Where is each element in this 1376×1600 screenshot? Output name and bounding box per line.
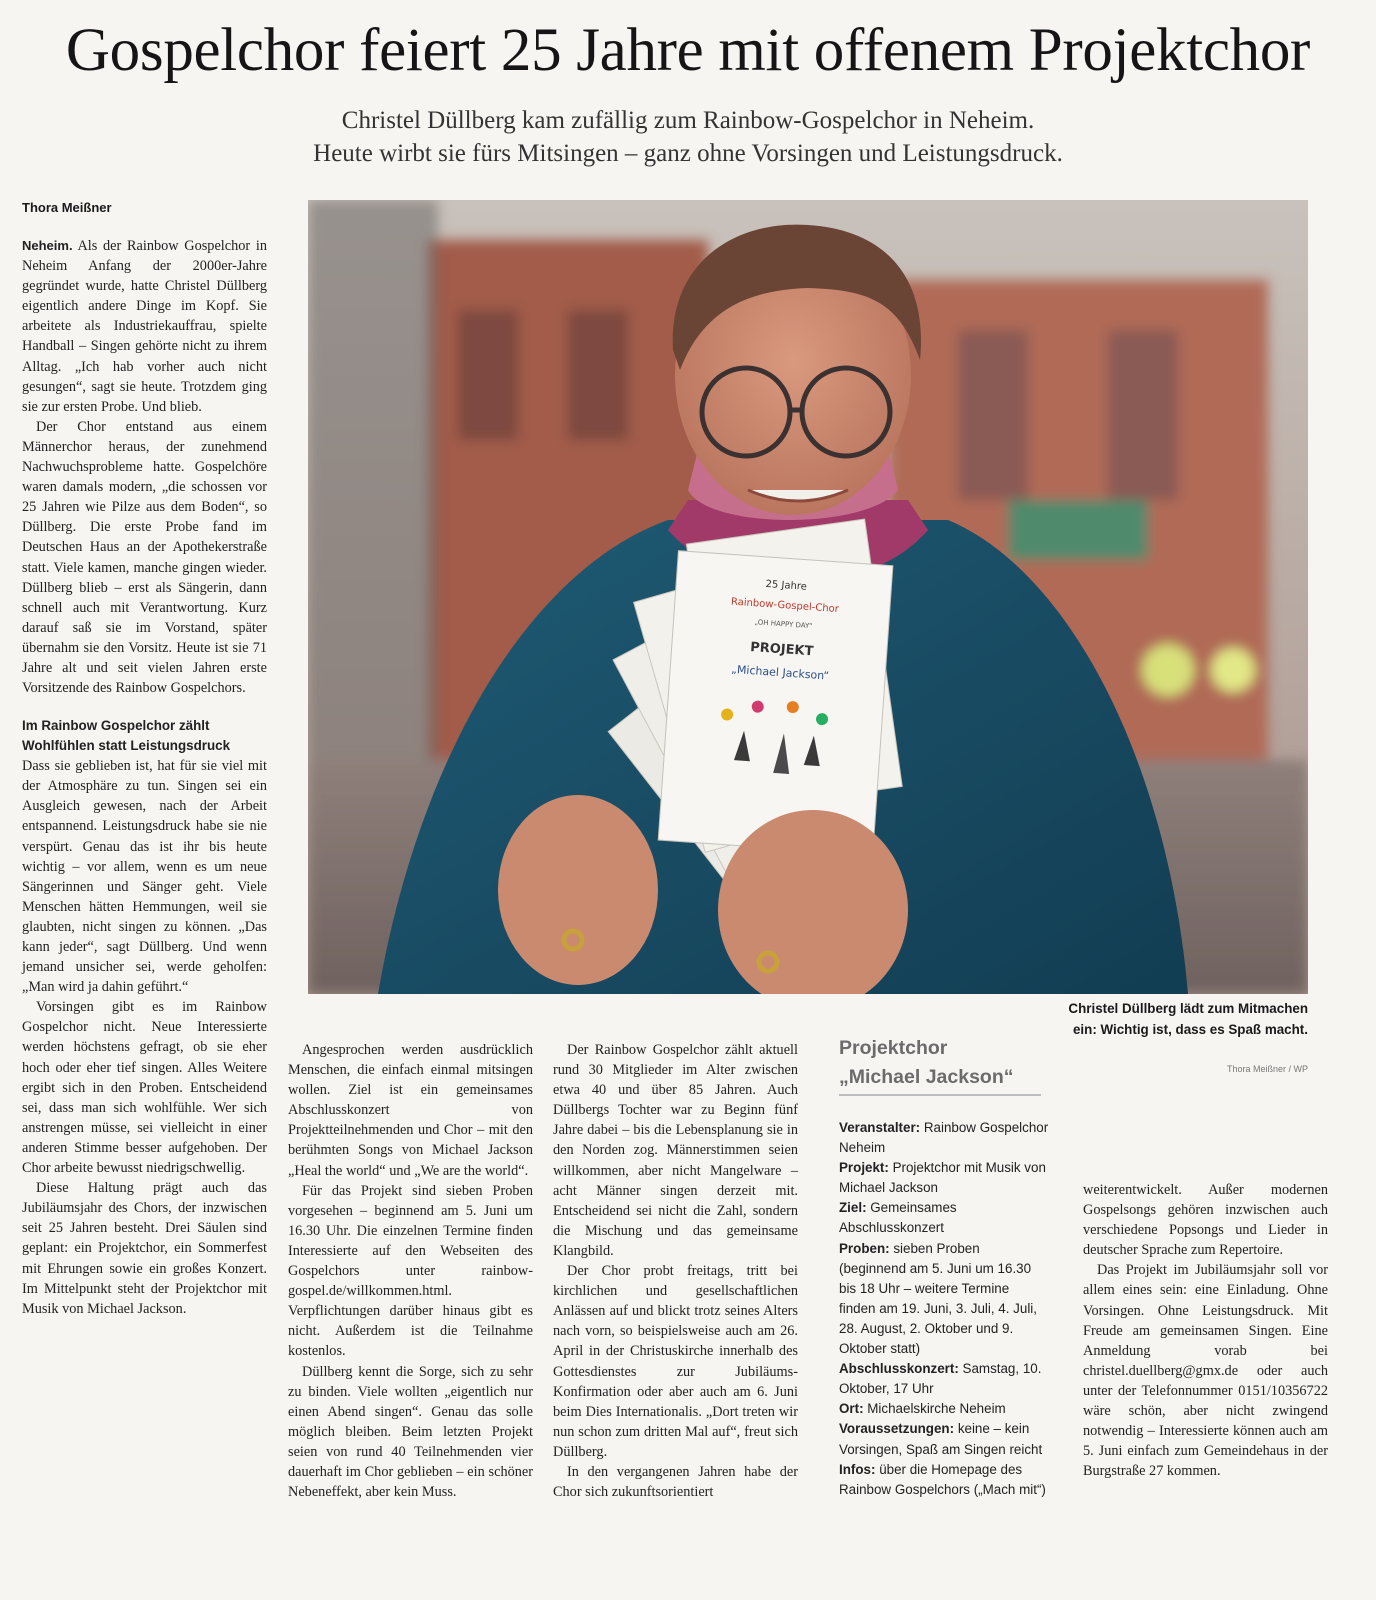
paragraph: Der Rainbow Gospelchor zählt aktuell rund 30 Mitglieder im Alter zwischen etwa 40 und über 85 Jahren. Auch Düllbergs Tochter war zu Beginn fünf Jahre dabei – bis die Lebensplanung sie in den Norden zog. Männerstimmen seien willkommen, aber nicht Mangelware – acht Männer singen derzeit mit. Entscheidend sei nicht die Zahl, sondern die Mischung und das gemeinsame Klangbild. — [553, 1042, 798, 1259]
article-photo — [308, 200, 1308, 994]
column-3 — [553, 1040, 798, 1502]
subheadline-line-1: Christel Düllberg kam zufällig zum Rainbow-Gospelchor in Neheim. — [341, 107, 1035, 134]
infobox-title-line-2: „Michael Jackson“ — [839, 1066, 1014, 1088]
column-1 — [22, 236, 267, 1319]
infobox-item — [839, 1198, 1049, 1238]
infobox-text: über die Homepage des Rainbow Gospelchors („Mach mit“) — [839, 1461, 1046, 1497]
paragraph-text: Als der Rainbow Gospelchor in Neheim Anfang der 2000er-Jahre gegründet wurde, hatte Christel Düllberg eigentlich andere Dinge im Kopf. Sie arbeitete als Industriekauffrau, spielte Handball – Singen gehörte nicht zu ihrem Alltag. „Ich hab vorher auch nicht gesungen“, sagt sie heute. Trotzdem ging sie zur ersten Probe. Und blieb. — [22, 238, 267, 415]
paragraph: Für das Projekt sind sieben Proben vorgesehen – beginnend am 5. Juni um 16.30 Uhr. Die einzelnen Termine finden Interessierte auf den Webseiten des Gospelchors unter rainbow-gospel.de/willkommen.html. Verpflichtungen darüber hinaus gibt es nicht. Außerdem ist die Teilnahme kostenlos. — [288, 1182, 533, 1360]
infobox-text: Samstag, 10. Oktober, 17 Uhr — [839, 1361, 1042, 1397]
paragraph: Dass sie geblieben ist, hat für sie viel mit der Atmosphäre zu tun. Singen sei ein Ausgleich gewesen, nach der Arbeit entspannend. Leistungsdruck habe sie nie verspürt. Genau das ist ihr bis heute wichtig – vor allem, wenn es um neue Sängerinnen und Sänger geht. Viele Menschen hätten Hemmungen, weil sie glaubten, nicht singen zu können. „Das kann jeder“, sagt Düllberg. Und wenn jemand unsicher sei, werde geholfen: „Man wird ja dahin geführt.“ — [22, 758, 267, 996]
infobox-label: Ort: — [839, 1401, 864, 1417]
infobox-text: Rainbow Gospelchor Neheim — [839, 1120, 1049, 1156]
infobox-text: sieben Proben (beginnend am 5. Juni um 16.30 bis 18 Uhr – weitere Termine finden am 19. Juni, 3. Juli, 4. Juli, 28. August, 2. Oktober und 9. Oktober statt) — [839, 1240, 1037, 1357]
dateline: Neheim. — [22, 238, 73, 253]
paragraph: Der Chor probt freitags, tritt bei kirchlichen und gesellschaftlichen Anlässen auf und blickt trotz seines Alters nach vorn, so beispielsweise auch am 26. April in der Christuskirche innerhalb des Gottesdienstes zur Jubiläums-Konfirmation oder aber auch am 6. Juni beim Dies Internationalis. „Dort treten wir nun schon zum dritten Mal auf“, freut sich Düllberg. — [553, 1263, 798, 1460]
paragraph: Diese Haltung prägt auch das Jubiläumsjahr des Chors, der inzwischen seit 25 Jahren besteht. Drei Säulen sind geplant: ein Projektchor, ein Sommerfest mit Ehrungen sowie ein großes Konzert. Im Mittelpunkt steht der Projektchor mit Musik von Michael Jackson. — [22, 1180, 267, 1317]
paragraph: Vorsingen gibt es im Rainbow Gospelchor nicht. Neue Interessierte werden höchstens gefragt, ob sie eher hoch oder eher tief singen. Alles Weitere ergibt sich in den Proben. Entscheidend sei, dass man sich wohlfühle. Wer sich anstrengen müsse, sei vielleicht in einer anderen Stimme besser aufgehoben. Der Chor arbeite bewusst niedrigschwellig. — [22, 999, 267, 1177]
inline-subheading — [22, 716, 267, 756]
infobox-list — [839, 1118, 1049, 1500]
infobox-label: Proben: — [839, 1240, 890, 1256]
subheadline — [0, 104, 1376, 170]
infobox-text: keine – kein Vorsingen, Spaß am Singen reicht — [839, 1421, 1043, 1457]
photo-credit: Thora Meißner / WP — [1226, 1064, 1308, 1074]
infobox-text: Gemeinsames Abschlusskonzert — [839, 1200, 957, 1236]
booklet-title: „Michael Jackson“ — [730, 662, 830, 683]
booklet-choir: Rainbow-Gospel-Chor — [730, 596, 840, 616]
paragraph: Das Projekt im Jubiläumsjahr soll vor allem eines sein: eine Einladung. Ohne Vorsingen. Ohne Leistungsdruck. Mit Freude am gemeinsamen Singen. Eine Anmeldung vorab bei christel.duellberg@gmx.de oder auch unter der Telefonnummer 0151/10356722 wäre schön, aber nicht zwingend notwendig – Interessierte können auch am 5. Juni einfach zum Gemeindehaus in der Burgstraße 27 kommen. — [1083, 1262, 1328, 1480]
paragraph: weiterentwickelt. Außer modernen Gospelsongs gehören inzwischen auch verschiedene Popsongs und Lieder in deutscher Sprache zum Repertoire. — [1083, 1182, 1328, 1259]
infobox-item — [839, 1399, 1049, 1419]
inline-subheading-line-1: Im Rainbow Gospelchor zählt — [22, 718, 210, 734]
infobox-label: Ziel: — [839, 1200, 867, 1216]
booklet-year: 25 Jahre — [765, 578, 808, 593]
infobox-item — [839, 1359, 1049, 1399]
infobox-title — [839, 1034, 1049, 1092]
column-2 — [288, 1040, 533, 1502]
infobox-item — [839, 1118, 1049, 1158]
booklet-projekt: PROJEKT — [749, 639, 814, 660]
infobox-label: Projekt: — [839, 1160, 889, 1176]
infobox-item — [839, 1239, 1049, 1360]
paragraph: In den vergangenen Jahren habe der Chor sich zukunftsorientiert — [553, 1463, 798, 1501]
subheadline-line-2: Heute wirbt sie fürs Mitsingen – ganz ohne Vorsingen und Leistungsdruck. — [313, 140, 1063, 167]
infobox-label: Veranstalter: — [839, 1120, 921, 1135]
infobox-label: Abschlusskonzert: — [839, 1361, 959, 1377]
infobox-text: Michaelskirche Neheim — [867, 1401, 1006, 1417]
infobox-divider — [839, 1094, 1041, 1096]
paragraph: Düllberg kennt die Sorge, sich zu sehr zu binden. Viele wollten „eigentlich nur einen Abend singen“. Genau das solle möglich bleiben. Beim letzten Projekt seien von rund 40 Teilnehmenden vier dauerhaft im Chor geblieben – ein schöner Nebeneffekt, aber kein Muss. — [288, 1363, 533, 1501]
column-5 — [1083, 1180, 1328, 1481]
paragraph: Angesprochen werden ausdrücklich Menschen, die einfach einmal mitsingen wollen. Ziel ist ein gemeinsames Abschlusskonzert von Projektteilnehmenden und Chor – mit den berühmten Songs von Michael Jackson „Heal the world“ und „We are the world“. — [288, 1042, 533, 1179]
headline: Gospelchor feiert 25 Jahre mit offenem Projektchor — [65, 17, 1311, 84]
infobox-label: Infos: — [839, 1461, 876, 1477]
infobox-item — [839, 1419, 1049, 1459]
infobox-item — [839, 1460, 1049, 1500]
infobox-title-line-1: Projektchor — [839, 1037, 948, 1059]
author-byline: Thora Meißner — [22, 200, 112, 215]
infobox-text: Projektchor mit Musik von Michael Jackson — [839, 1160, 1046, 1196]
paragraph — [22, 236, 267, 417]
booklet-motto: „OH HAPPY DAY“ — [754, 618, 813, 631]
photo-caption: Christel Düllberg lädt zum Mitmachen ein: Wichtig ist, dass es Spaß macht. — [1068, 1001, 1308, 1037]
paragraph: Der Chor entstand aus einem Männerchor heraus, der zunehmend Nachwuchsprobleme hatte. Gospelchöre waren damals modern, „die schossen vor 25 Jahren wie Pilze aus dem Boden“, so Düllberg. Die erste Probe fand im Deutschen Haus an der Apothekerstraße statt. Viele kamen, manche gingen wieder. Düllberg blieb – erst als Sängerin, dann schnell auch mit Verantwortung. Kurz darauf saß sie im Vorstand, später übernahm sie den Vorsitz. Heute ist sie 71 Jahre alt und seit vielen Jahren erste Vorsitzende des Rainbow Gospelchors. — [22, 418, 267, 697]
infobox-item — [839, 1158, 1049, 1198]
infobox-label: Voraussetzungen: — [839, 1421, 955, 1437]
inline-subheading-line-2: Wohlfühlen statt Leistungsdruck — [22, 738, 231, 754]
photo-illustration — [308, 200, 1308, 994]
